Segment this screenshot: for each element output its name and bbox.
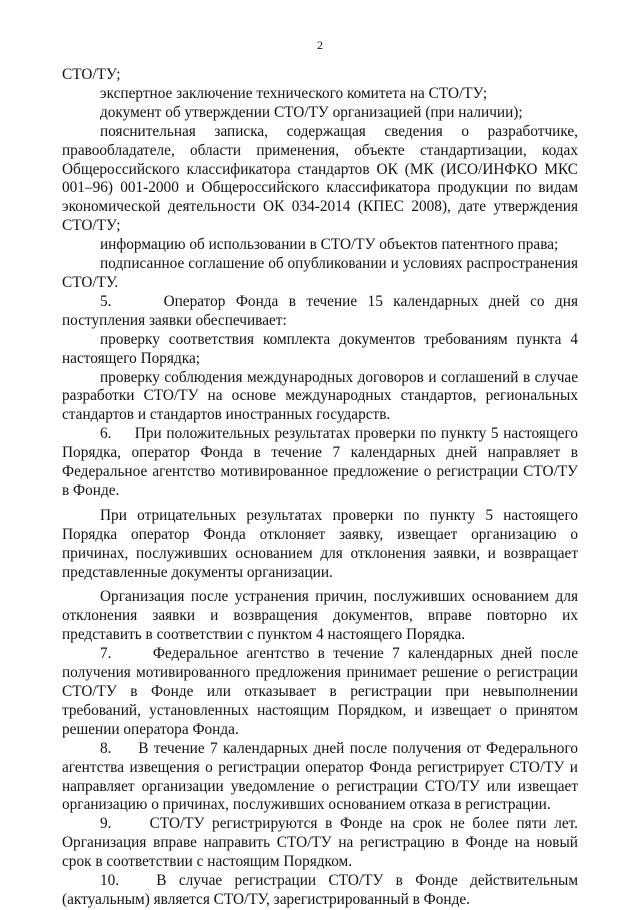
page-number: 2 bbox=[317, 38, 323, 52]
paragraph-publication-agreement: подписанное соглашение об опубликовании и условиях распространения СТО/ТУ. bbox=[62, 255, 578, 291]
paragraph-resubmission: Организация после устранения причин, послуживших основанием для отклонения заявки и возвращения документов, вправе повторно их представить в соответствии с пунктом 4 настоящего Порядка. bbox=[62, 588, 578, 644]
paragraph-item-9: 9. СТО/ТУ регистрируются в Фонде на срок не более пяти лет. Организация вправе направить СТО/ТУ на регистрацию в Фонде на новый срок в соответствии с настоящим Порядком. bbox=[62, 815, 578, 871]
paragraph-expert-conclusion: экспертное заключение технического комитета на СТО/ТУ; bbox=[100, 84, 488, 102]
paragraph-negative-results: При отрицательных результатах проверки по пункту 5 настоящего Порядка оператор Фонда отклоняет заявку, извещает организацию о причинах, послуживших основанием для отклонения заявки, и возвращает представленные документы организации. bbox=[62, 506, 578, 581]
document-body bbox=[62, 66, 578, 910]
paragraph-sto-tu-end: СТО/ТУ; bbox=[62, 66, 121, 83]
paragraph-patent-info: информацию об использовании в СТО/ТУ объектов патентного права; bbox=[100, 236, 559, 254]
paragraph-item-6: 6. При положительных результатах проверки по пункту 5 настоящего Порядка, оператор Фонда в течение 7 календарных дней направляет в Федеральное агентство мотивированное предложение о регистрации СТО/ТУ в Фонде. bbox=[62, 425, 578, 499]
paragraph-approval-document: документ об утверждении СТО/ТУ организацией (при наличии); bbox=[100, 103, 523, 121]
paragraph-item-7: 7. Федеральное агентство в течение 7 календарных дней после получения мотивированного предложения принимает решение о регистрации СТО/ТУ в Фонде или отказывает в регистрации при невыполнении требований, установленных настоящим Порядком, и извещает о принятом решении оператора Фонда. bbox=[62, 645, 578, 738]
paragraph-item-5: 5. Оператор Фонда в течение 15 календарных дней со дня поступления заявки обеспечивает: bbox=[62, 292, 578, 329]
paragraph-item-10: 10. В случае регистрации СТО/ТУ в Фонде действительным (актуальным) является СТО/ТУ, зарегистрированный в Фонде. bbox=[62, 872, 578, 908]
paragraph-check-agreements: проверку соблюдения международных договоров и соглашений в случае разработки СТО/ТУ на основе международных стандартов, региональных стандартов и стандартов иностранных государств. bbox=[62, 368, 578, 424]
paragraph-check-documents: проверку соответствия комплекта документов требованиям пункта 4 настоящего Порядка; bbox=[62, 330, 578, 367]
paragraph-item-8: 8. В течение 7 календарных дней после получения от Федерального агентства извещения о регистрации оператор Фонда регистрирует СТО/ТУ и направляет организации уведомление о регистрации СТО/ТУ или извещает организацию о причинах, послуживших основанием отказа в регистрации. bbox=[62, 739, 578, 814]
paragraph-explanatory-note: пояснительная записка, содержащая сведения о разработчике, правообладателе, области применения, объекте стандартизации, кодах Общероссийского классификатора стандартов ОК (МК (ИСО/ИНФКО МКС 001–96) 001-2000 и Общероссийского классификатора продукции по видам экономической деятельности ОК 034-2014 (КПЕС 2008), дате утверждения СТО/ТУ; bbox=[62, 122, 578, 235]
